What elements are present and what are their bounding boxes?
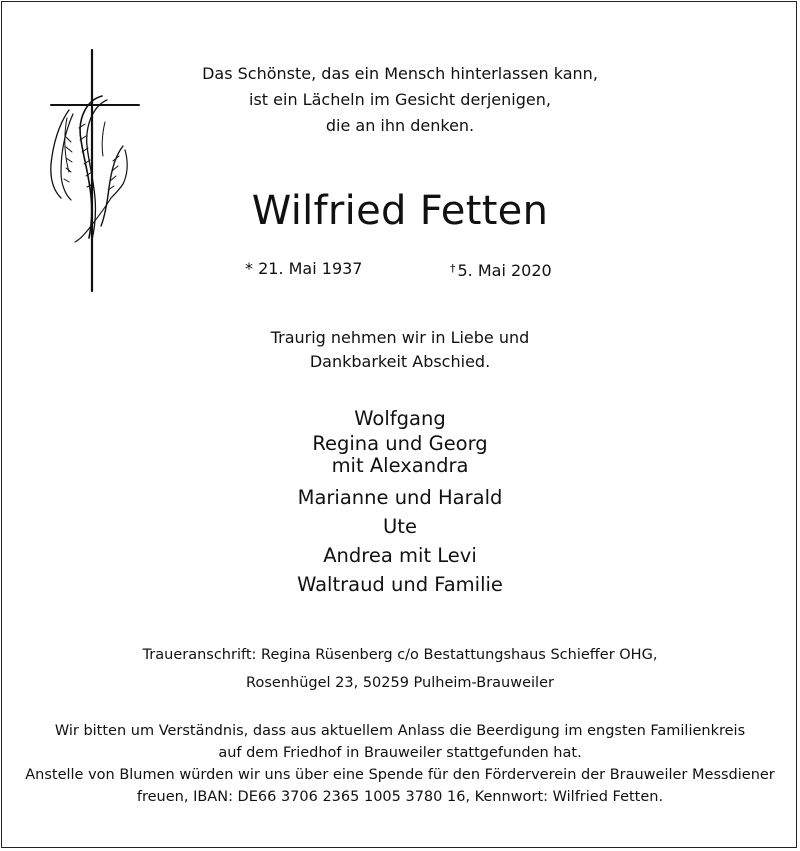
closing-note [0,720,800,808]
quote-line: ist ein Lächeln im Gesicht derjenigen, [249,90,551,109]
death-cross-icon: † [450,262,456,275]
birth-date [245,258,362,280]
mourner-name: mit Alexandra [331,454,469,477]
note-line: auf dem Friedhof in Brauweiler stattgefunden hat. [218,745,582,761]
farewell-line: Traurig nehmen wir in Liebe und [270,328,530,347]
mourner-name: Andrea mit Levi [323,544,477,567]
death-date [450,258,552,282]
birth-date-value: 21. Mai 1937 [258,259,363,278]
farewell-text [0,326,800,374]
quote-line: die an ihn denken. [325,116,475,135]
deceased-name: Wilfried Fetten [251,188,549,234]
mourning-address [0,641,800,697]
mourners-list [0,404,800,599]
address-line: Rosenhügel 23, 50259 Pulheim-Brauweiler [246,675,554,691]
mourner-name: Marianne und Harald [297,486,503,509]
note-line: Anstelle von Blumen würden wir uns über eine Spende für den Förderverein der Brauweiler Messdiener [25,767,775,783]
note-line: Wir bitten um Verständnis, dass aus aktuellem Anlass die Beerdigung im engsten Familienkreis [54,723,746,739]
address-line: Traueranschrift: Regina Rüsenberg c/o Bestattungshaus Schieffer OHG, [142,647,658,663]
farewell-line: Dankbarkeit Abschied. [309,352,491,371]
death-date-value: 5. Mai 2020 [457,261,552,280]
mourner-name: Waltraud und Familie [297,573,503,596]
birth-symbol: * [245,259,253,278]
quote-line: Das Schönste, das ein Mensch hinterlassen kann, [202,64,598,83]
mourner-name: Ute [383,515,417,538]
mourner-name: Regina und Georg [312,432,488,455]
mourner-name: Wolfgang [354,407,446,430]
note-line: freuen, IBAN: DE66 3706 2365 1005 3780 16, Kennwort: Wilfried Fetten. [136,789,664,805]
memorial-quote [0,61,800,139]
